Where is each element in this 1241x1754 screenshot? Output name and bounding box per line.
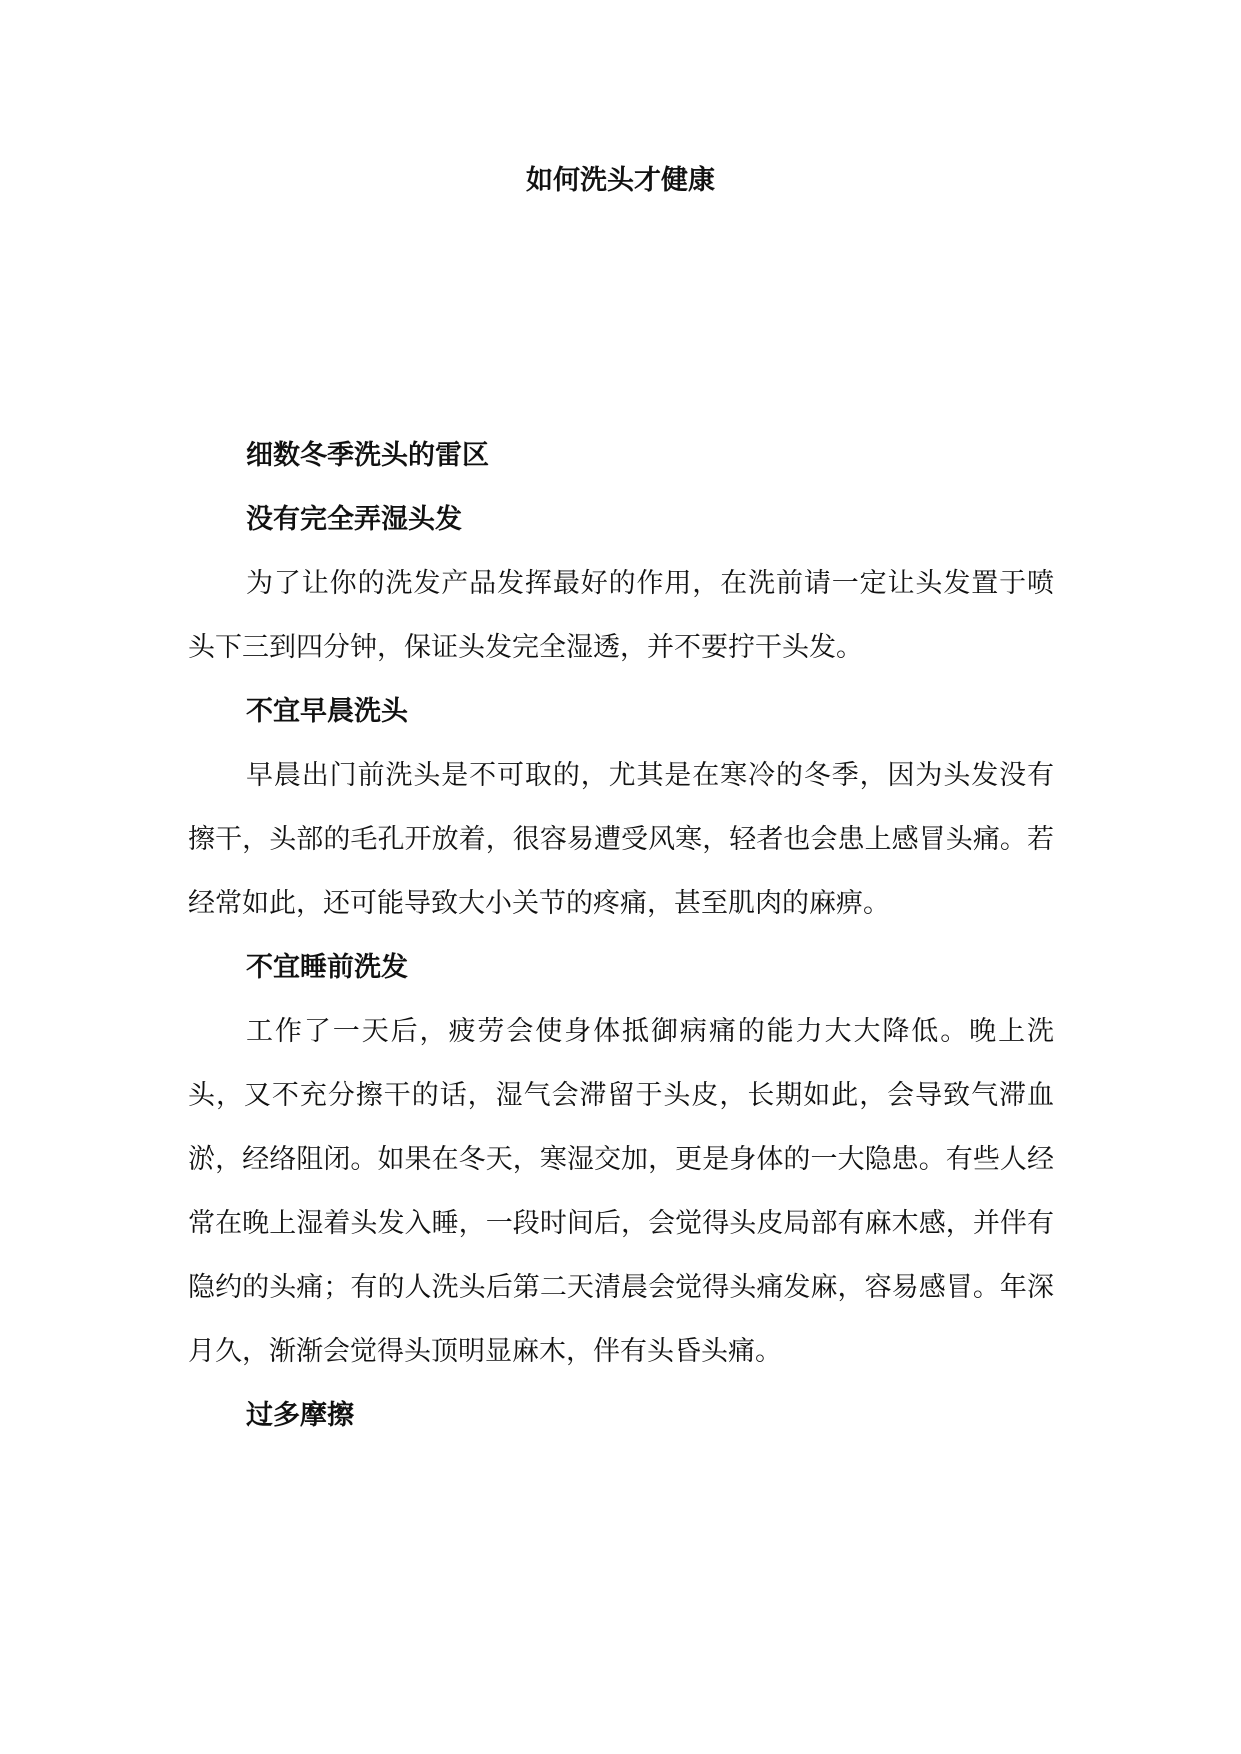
document-title: 如何洗头才健康 — [526, 165, 715, 196]
subheading-morning-wash: 不宜早晨洗头 — [246, 696, 408, 727]
document-body — [188, 424, 1054, 1448]
subheading-friction: 过多摩擦 — [246, 1400, 354, 1431]
subheading-wet-hair: 没有完全弄湿头发 — [246, 504, 462, 535]
paragraph-wet-hair: 为了让你的洗发产品发挥最好的作用，在洗前请一定让头发置于喷头下三到四分钟，保证头发完全湿透，并不要拧干头发。 — [188, 568, 1054, 663]
section-heading: 细数冬季洗头的雷区 — [246, 440, 489, 471]
subheading-bedtime-wash: 不宜睡前洗发 — [246, 952, 408, 983]
paragraph-morning-wash: 早晨出门前洗头是不可取的，尤其是在寒冷的冬季，因为头发没有擦干，头部的毛孔开放着，很容易遭受风寒，轻者也会患上感冒头痛。若经常如此，还可能导致大小关节的疼痛，甚至肌肉的麻痹。 — [188, 760, 1054, 919]
paragraph-bedtime-wash: 工作了一天后，疲劳会使身体抵御病痛的能力大大降低。晚上洗头，又不充分擦干的话，湿气会滞留于头皮，长期如此，会导致气滞血淤，经络阻闭。如果在冬天，寒湿交加，更是身体的一大隐患。有些人经常在晚上湿着头发入睡，一段时间后，会觉得头皮局部有麻木感，并伴有隐约的头痛；有的人洗头后第二天清晨会觉得头痛发麻，容易感冒。年深月久，渐渐会觉得头顶明显麻木，伴有头昏头痛。 — [188, 1016, 1054, 1367]
